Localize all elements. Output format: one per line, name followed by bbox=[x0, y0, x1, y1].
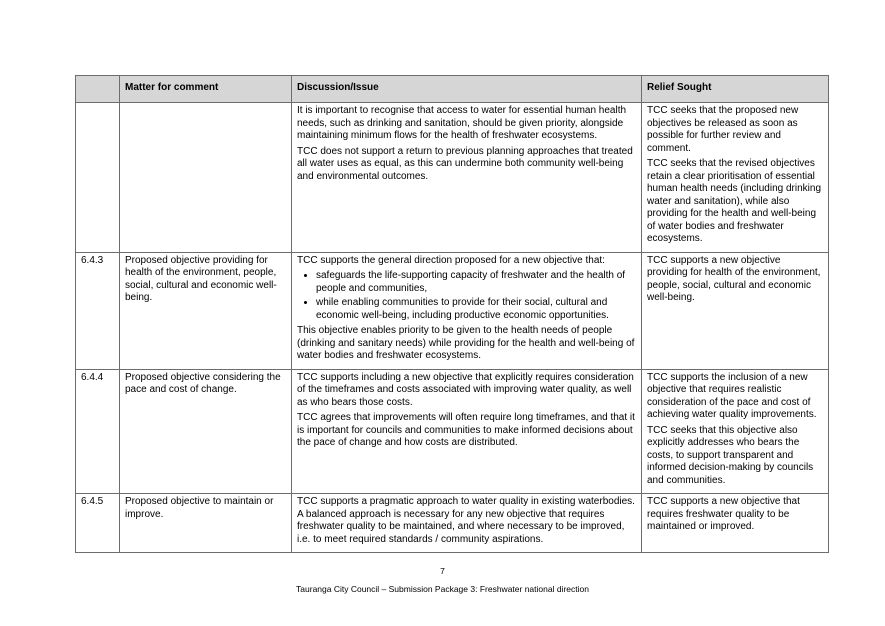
table-row bbox=[76, 103, 829, 253]
relief-paragraph: TCC supports the inclusion of a new objective that requires realistic consideration of the pace and cost of achieving water quality improvements. bbox=[647, 371, 817, 420]
discussion-bullet: • safeguards the life-supporting capacity of freshwater and the health of people and communities, bbox=[316, 270, 636, 295]
discussion-bullet: • while enabling communities to provide for their social, cultural and economic well-being, including productive economic opportunities. bbox=[316, 297, 636, 322]
table-header-row bbox=[76, 76, 829, 103]
discussion-paragraph: This objective enables priority to be given to the health needs of people (drinking and sanitary needs) while providing for the health and well-being of water bodies and freshwater ecosystems. bbox=[297, 325, 635, 361]
table-row bbox=[76, 494, 829, 553]
row-relief bbox=[642, 252, 829, 369]
discussion-paragraph: TCC does not support a return to previous planning approaches that treated all water uses as equal, as this can undermine both community well-being and environmental outcomes. bbox=[297, 145, 633, 182]
row-number: 6.4.3 bbox=[76, 252, 120, 369]
discussion-paragraph: It is important to recognise that access to water for essential human health needs, such as drinking and sanitation, should be given priority, alongside maintaining minimum flows for the health of freshwater ecosystems. bbox=[297, 105, 627, 141]
row-number: 6.4.4 bbox=[76, 369, 120, 494]
header-number bbox=[76, 76, 120, 103]
page-footer: Tauranga City Council – Submission Package 3: Freshwater national direction bbox=[296, 584, 589, 594]
discussion-paragraph: TCC supports a pragmatic approach to water quality in existing waterbodies. A balanced approach is necessary for any new objective that requires freshwater quality to be maintained, and where necessary to be improved, i.e. to meet required standards / community aspirations. bbox=[297, 496, 635, 545]
row-matter: Proposed objective to maintain or improve. bbox=[120, 494, 292, 553]
header-relief: Relief Sought bbox=[642, 76, 829, 103]
row-discussion bbox=[292, 369, 642, 494]
submission-table bbox=[75, 75, 829, 553]
row-discussion bbox=[292, 252, 642, 369]
row-matter: Proposed objective considering the pace and cost of change. bbox=[120, 369, 292, 494]
relief-paragraph: TCC seeks that the proposed new objectives be released as soon as possible for further review and comment. bbox=[647, 105, 799, 154]
header-matter: Matter for comment bbox=[120, 76, 292, 103]
row-discussion bbox=[292, 494, 642, 553]
discussion-bullet-list bbox=[297, 270, 636, 322]
row-number bbox=[76, 103, 120, 253]
relief-paragraph: TCC seeks that this objective also explicitly addresses who bears the costs, to support transparent and informed decision-making by councils and communities. bbox=[647, 424, 814, 486]
header-discussion: Discussion/Issue bbox=[292, 76, 642, 103]
page-number: 7 bbox=[440, 566, 445, 576]
relief-paragraph: TCC seeks that the revised objectives retain a clear prioritisation of essential human health needs (including drinking water and sanitation), while also providing for the health and well-being of water bodies and freshwater ecosystems. bbox=[647, 158, 822, 244]
row-number: 6.4.5 bbox=[76, 494, 120, 553]
row-relief bbox=[642, 494, 829, 553]
row-discussion bbox=[292, 103, 642, 253]
row-matter bbox=[120, 103, 292, 253]
table-row bbox=[76, 369, 829, 494]
relief-paragraph: TCC supports a new objective providing for health of the environment, people, social, cultural and economic well-being. bbox=[647, 254, 821, 303]
relief-paragraph: TCC supports a new objective that requires freshwater quality to be maintained or improved. bbox=[647, 496, 800, 532]
table-row bbox=[76, 252, 829, 369]
row-relief bbox=[642, 369, 829, 494]
row-relief bbox=[642, 103, 829, 253]
discussion-paragraph: TCC supports the general direction proposed for a new objective that: bbox=[297, 254, 605, 266]
discussion-paragraph: TCC agrees that improvements will often require long timeframes, and that it is important for councils and communities to make informed decisions about the pace of change and how costs are distributed. bbox=[297, 412, 635, 448]
row-matter: Proposed objective providing for health of the environment, people, social, cultural and economic well-being. bbox=[120, 252, 292, 369]
discussion-paragraph: TCC supports including a new objective that explicitly requires consideration of the timeframes and costs associated with improving water quality, as well as who bears those costs. bbox=[297, 371, 634, 408]
